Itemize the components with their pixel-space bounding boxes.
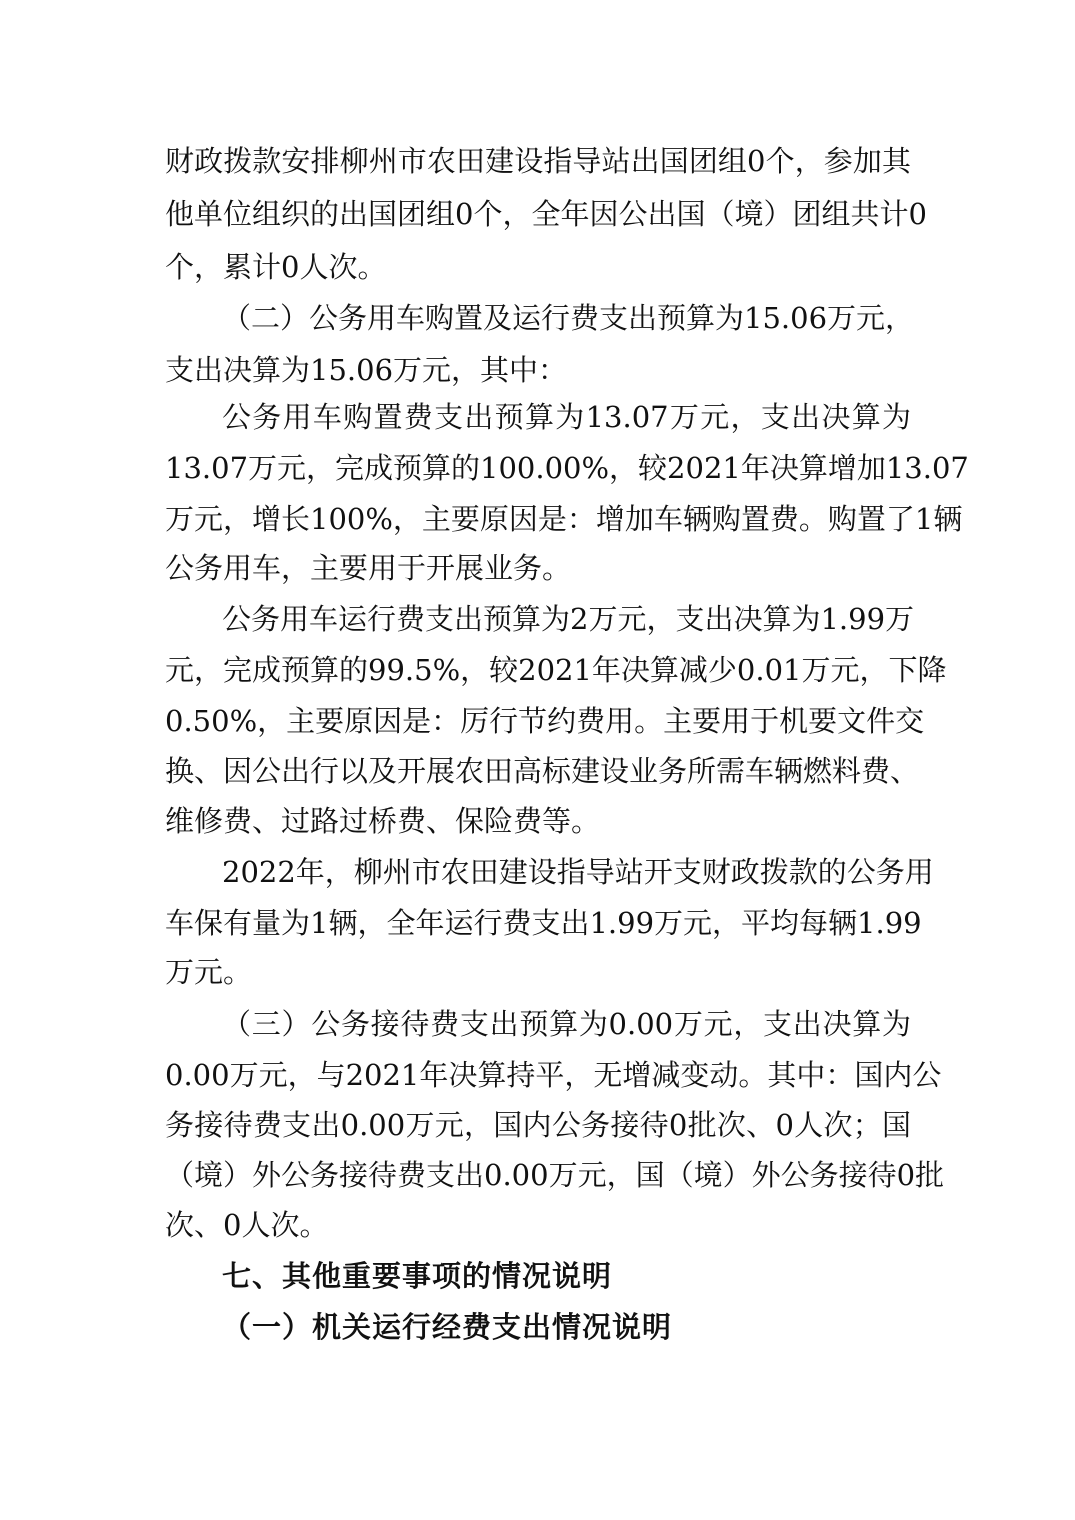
paragraph-line: 元，完成预算的99.5%，较2021年决算减少0.01万元，下降 [165,653,947,687]
paragraph-line: 支出决算为15.06万元，其中： [165,353,568,387]
paragraph-line: 0.50%，主要原因是：厉行节约费用。主要用于机要文件交 [165,704,925,738]
paragraph-line: 2022年，柳州市农田建设指导站开支财政拨款的公务用 [222,855,934,889]
paragraph-line: （境）外公务接待费支出0.00万元，国（境）外公务接待0批 [165,1158,945,1192]
paragraph-line: 万元，增长100%，主要原因是：增加车辆购置费。购置了1辆 [165,502,963,536]
paragraph-line: （三）公务接待费支出预算为0.00万元，支出决算为 [222,1007,911,1041]
paragraph-line: 0.00万元，与2021年决算持平，无增减变动。其中：国内公 [165,1058,942,1092]
paragraph-line: 财政拨款安排柳州市农田建设指导站出国团组0个，参加其 [165,144,911,178]
paragraph-line: 个，累计0人次。 [165,250,387,284]
section-heading: 七、其他重要事项的情况说明 [222,1259,613,1293]
paragraph-line: 13.07万元，完成预算的100.00%，较2021年决算增加13.07 [165,451,969,485]
paragraph-line: 车保有量为1辆，全年运行费支出1.99万元，平均每辆1.99 [165,906,922,940]
paragraph-line: 换、因公出行以及开展农田高标建设业务所需车辆燃料费、 [165,754,920,788]
paragraph-line: 公务用车，主要用于开展业务。 [165,551,572,585]
paragraph-line: 务接待费支出0.00万元，国内公务接待0批次、0人次；国 [165,1108,911,1142]
paragraph-line: 次、0人次。 [165,1208,329,1242]
paragraph-line: 公务用车购置费支出预算为13.07万元，支出决算为 [222,400,911,434]
paragraph-line: 他单位组织的出国团组0个，全年因公出国（境）团组共计0 [165,197,927,231]
paragraph-line: 公务用车运行费支出预算为2万元，支出决算为1.99万 [222,602,915,636]
paragraph-line: （二）公务用车购置及运行费支出预算为15.06万元， [222,301,915,335]
paragraph-line: 万元。 [165,955,253,989]
subsection-heading: （一）机关运行经费支出情况说明 [222,1310,673,1344]
paragraph-line: 维修费、过路过桥费、保险费等。 [165,804,601,838]
